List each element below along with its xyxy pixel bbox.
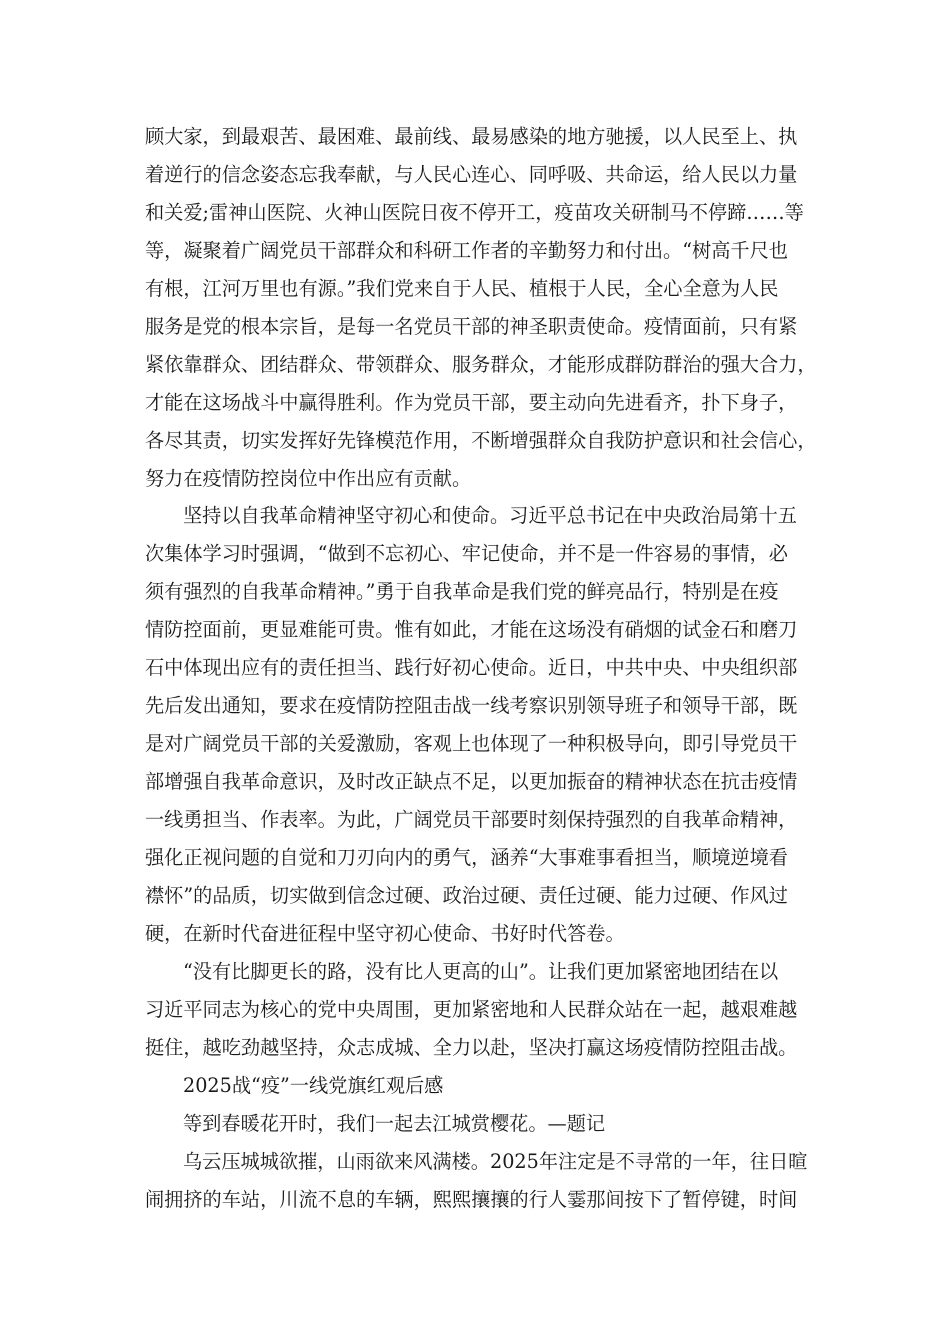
- text-line: 闹拥挤的车站，川流不息的车辆，熙熙攘攘的行人霎那间按下了暂停键，时间: [145, 1188, 798, 1211]
- text-line: 才能在这场战斗中赢得胜利。作为党员干部，要主动向先进看齐，扑下身子，: [145, 391, 798, 414]
- text-line: 石中体现出应有的责任担当、践行好初心使命。近日，中共中央、中央组织部: [145, 656, 798, 679]
- text-line: 紧依靠群众、团结群众、带领群众、服务群众，才能形成群防群治的强大合力，: [145, 353, 817, 376]
- text-line: 情防控面前，更显难能可贵。惟有如此，才能在这场没有硝烟的试金石和磨刀: [145, 618, 798, 641]
- text-line: 有根，江河万里也有源。”我们党来自于人民、植根于人民，全心全意为人民: [145, 277, 779, 300]
- text-line: 强化正视问题的自觉和刀刃向内的勇气，涵养“大事难事看担当，顺境逆境看: [145, 846, 788, 869]
- section-title: 2025战“疫”一线党旗红观后感: [183, 1074, 444, 1097]
- text-line: 襟怀”的品质，切实做到信念过硬、政治过硬、责任过硬、能力过硬、作风过: [145, 884, 788, 907]
- text-line: 着逆行的信念姿态忘我奉献，与人民心连心、同呼吸、共命运，给人民以力量: [145, 163, 798, 186]
- paragraph-first-line: “没有比脚更长的路，没有比人更高的山”。让我们更加紧密地团结在以: [183, 960, 779, 983]
- text-line: 是对广阔党员干部的关爱激励，客观上也体现了一种积极导向，即引导党员干: [145, 732, 798, 755]
- text-line: 和关爱;雷神山医院、火神山医院日夜不停开工，疫苗攻关研制马不停蹄……等: [145, 201, 804, 224]
- text-line: 须有强烈的自我革命精神。”勇于自我革命是我们党的鲜亮品行，特别是在疫: [145, 580, 779, 603]
- paragraph-first-line: 坚持以自我革命精神坚守初心和使命。习近平总书记在中央政治局第十五: [183, 504, 797, 527]
- text-line: 挺住，越吃劲越坚持，众志成城、全力以赴，坚决打赢这场疫情防控阻击战。: [145, 1036, 798, 1059]
- text-line: 习近平同志为核心的党中央周围，更加紧密地和人民群众站在一起，越艰难越: [145, 998, 798, 1021]
- text-line: 各尽其责，切实发挥好先锋模范作用，不断增强群众自我防护意识和社会信心，: [145, 429, 817, 452]
- text-line: 服务是党的根本宗旨，是每一名党员干部的神圣职责使命。疫情面前，只有紧: [145, 315, 798, 338]
- text-line: 次集体学习时强调，“做到不忘初心、牢记使命，并不是一件容易的事情，必: [145, 542, 788, 565]
- paragraph-first-line: 乌云压城城欲摧，山雨欲来风满楼。2025年注定是不寻常的一年，往日暄: [183, 1150, 808, 1173]
- text-line: 一线勇担当、作表率。为此，广阔党员干部要时刻保持强烈的自我革命精神，: [145, 808, 798, 831]
- text-line: 努力在疫情防控岗位中作出应有贡献。: [145, 467, 472, 490]
- text-line: 硬，在新时代奋进征程中坚守初心使命、书好时代答卷。: [145, 922, 625, 945]
- epigraph: 等到春暖花开时，我们一起去江城赏樱花。—题记: [183, 1112, 606, 1135]
- text-line: 部增强自我革命意识，及时改正缺点不足，以更加振奋的精神状态在抗击疫情: [145, 770, 798, 793]
- text-line: 先后发出通知，要求在疫情防控阻击战一线考察识别领导班子和领导干部，既: [145, 694, 798, 717]
- text-line: 顾大家，到最艰苦、最困难、最前线、最易感染的地方驰援，以人民至上、执: [145, 125, 798, 148]
- text-line: 等，凝聚着广阔党员干部群众和科研工作者的辛勤努力和付出。“树高千尺也: [145, 239, 788, 262]
